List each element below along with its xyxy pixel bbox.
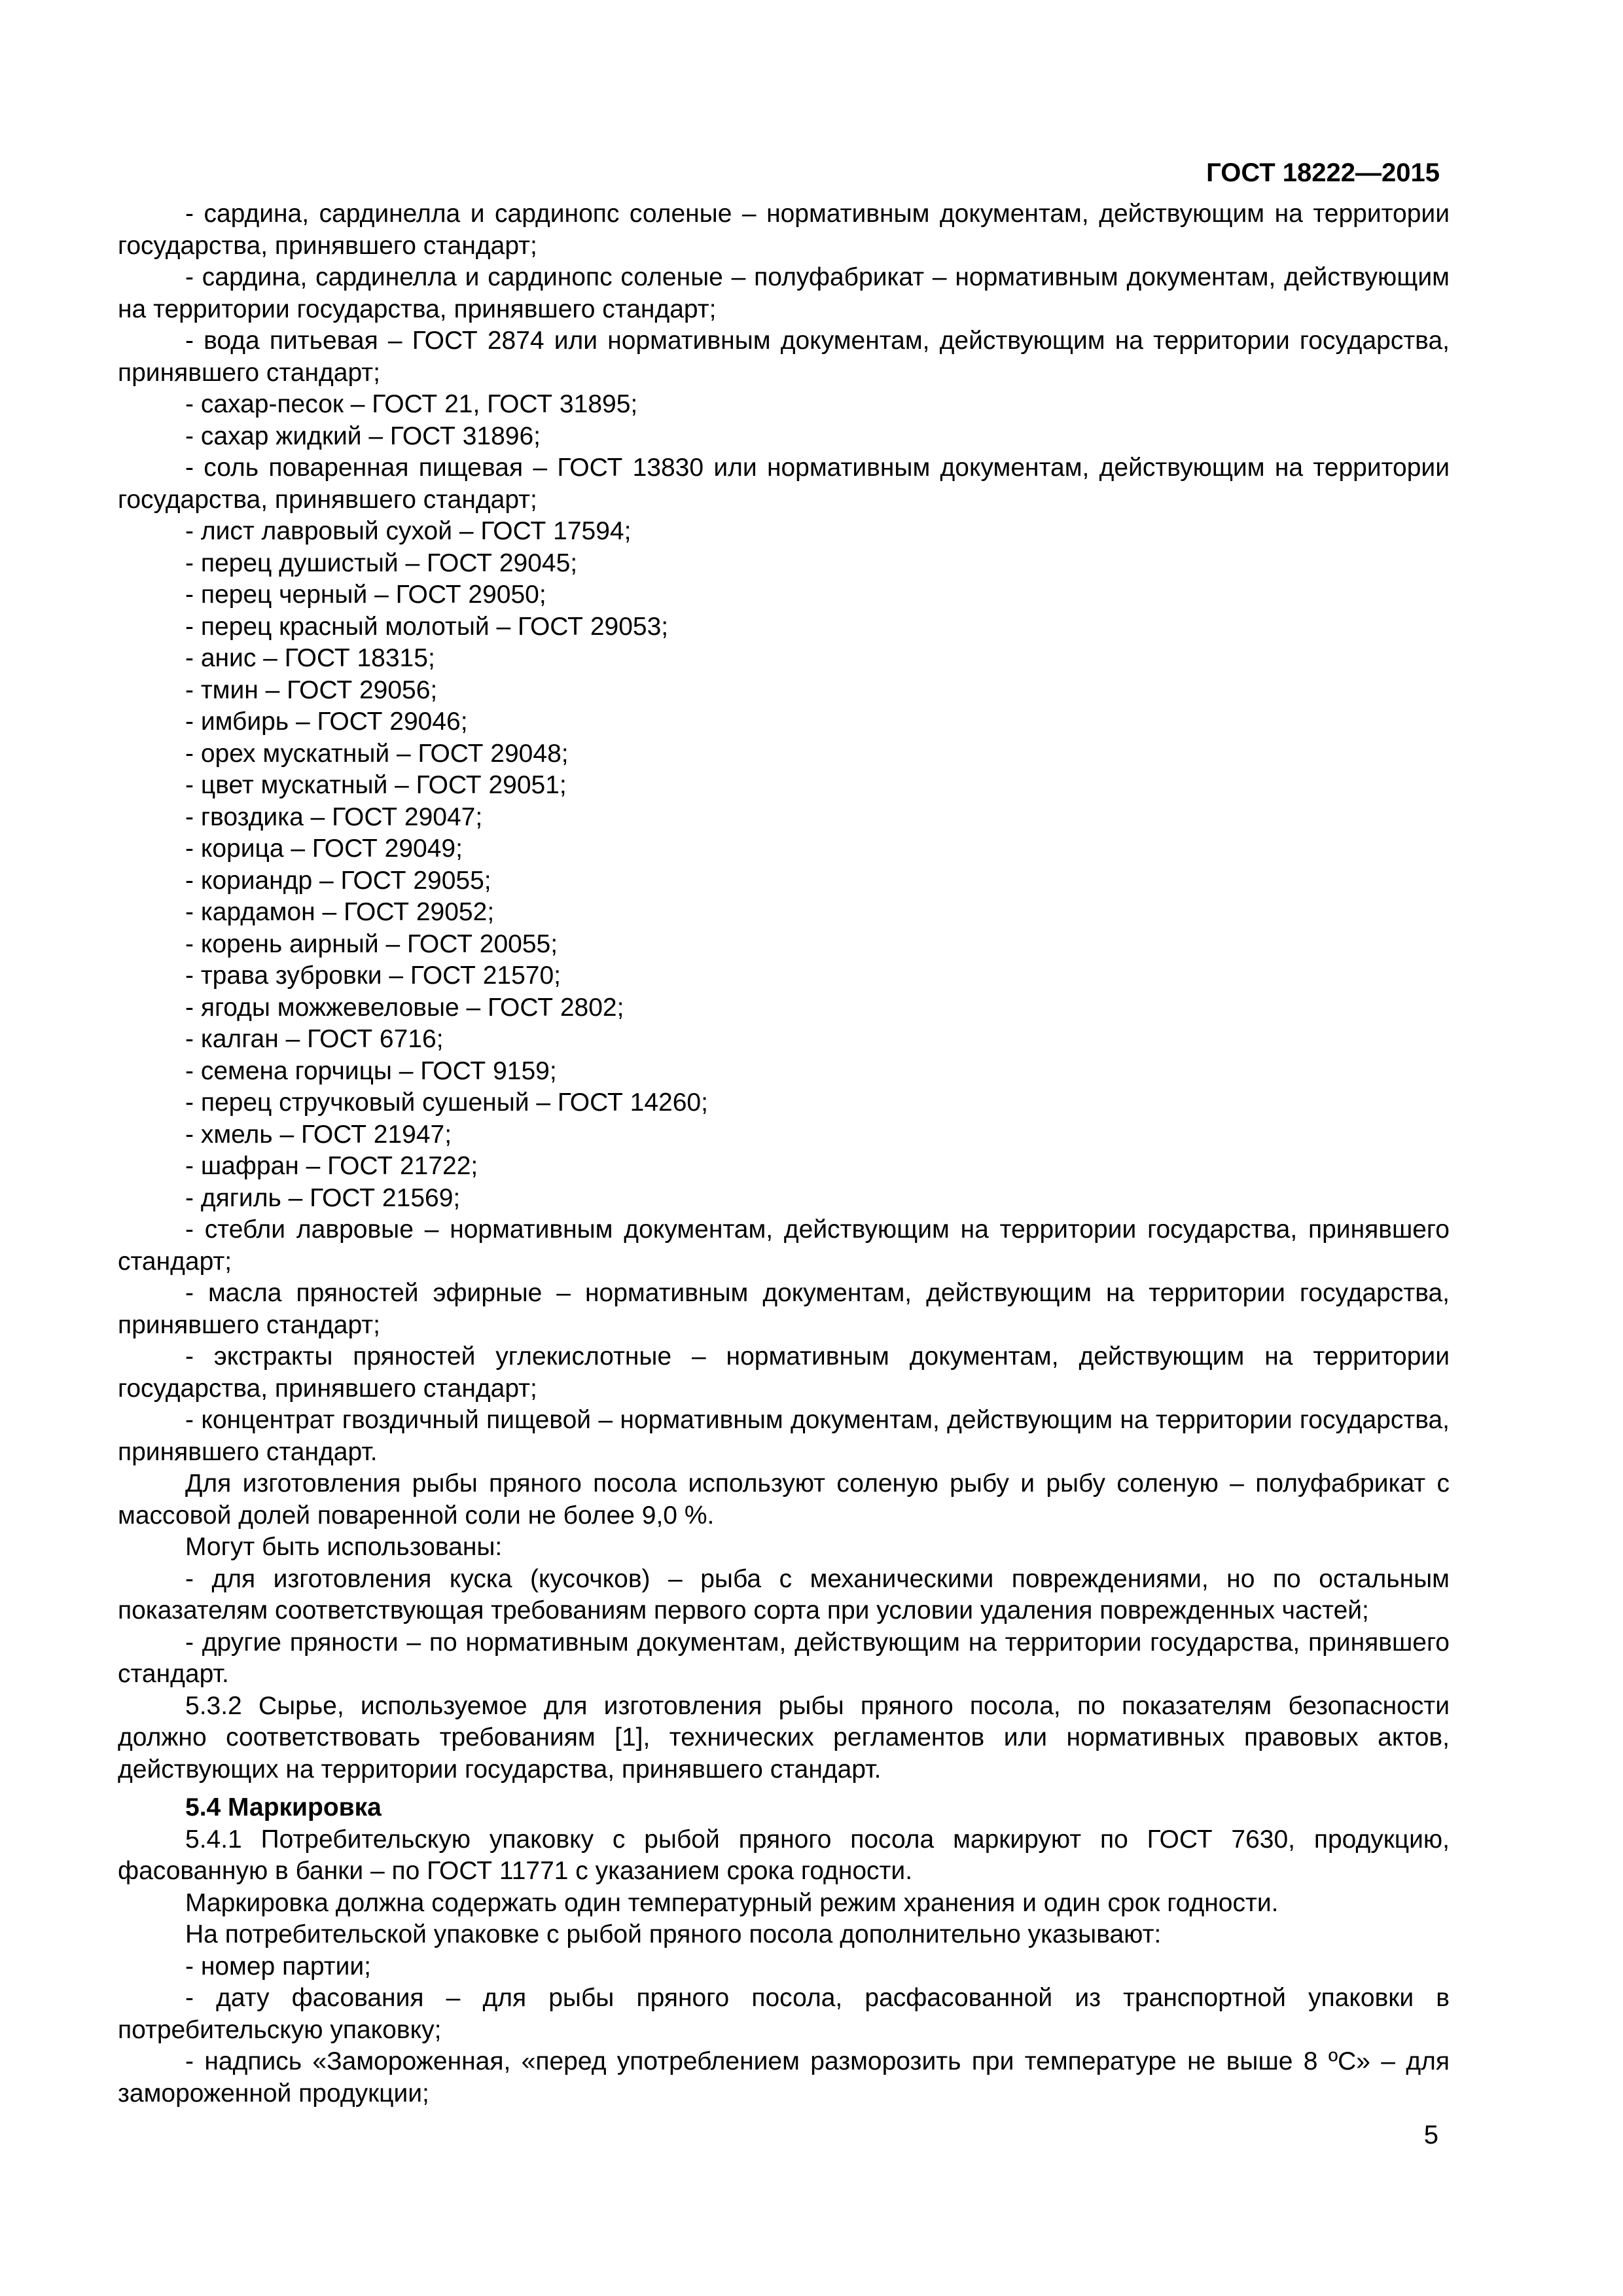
- body-paragraph: - хмель – ГОСТ 21947;: [185, 1120, 452, 1149]
- body-paragraph: Маркировка должна содержать один температурный режим хранения и один срок годности.: [185, 1888, 1279, 1917]
- body-paragraph: - перец черный – ГОСТ 29050;: [185, 581, 546, 609]
- paragraphs-after: [118, 1824, 1450, 2110]
- body-paragraph: - перец душистый – ГОСТ 29045;: [185, 548, 578, 577]
- body-paragraph: - соль поваренная пищевая – ГОСТ 13830 или нормативным документам, действующим на территории государства, принявшего стандарт;: [118, 454, 1450, 514]
- body-paragraph: - калган – ГОСТ 6716;: [185, 1025, 444, 1053]
- body-paragraph: - дягиль – ГОСТ 21569;: [185, 1183, 461, 1212]
- document-id: ГОСТ 18222—2015: [1206, 158, 1440, 187]
- body-paragraph: - имбирь – ГОСТ 29046;: [185, 708, 468, 736]
- body-paragraph: - трава зубровки – ГОСТ 21570;: [185, 961, 561, 990]
- body-paragraph: Для изготовления рыбы пряного посола используют соленую рыбу и рыбу соленую – полуфабрикат с массовой долей поваренной соли не более 9,0 %.: [118, 1469, 1450, 1530]
- page-number: 5: [1423, 2121, 1438, 2149]
- body-paragraph: - тмин – ГОСТ 29056;: [185, 675, 438, 704]
- body-paragraph: - номер партии;: [185, 1952, 371, 1981]
- body-paragraph: - орех мускатный – ГОСТ 29048;: [185, 739, 569, 768]
- body-paragraph: - сардина, сардинелла и сардинопс соленые – полуфабрикат – нормативным документам, действующим на территории государства, принявшего стандарт;: [118, 263, 1450, 323]
- body-paragraph: - кардамон – ГОСТ 29052;: [185, 898, 495, 926]
- body-paragraph: - лист лавровый сухой – ГОСТ 17594;: [185, 517, 632, 545]
- body-paragraph: - перец красный молотый – ГОСТ 29053;: [185, 612, 669, 641]
- section-heading: 5.4 Маркировка: [185, 1793, 382, 1821]
- body-paragraph: На потребительской упаковке с рыбой пряного посола дополнительно указывают:: [185, 1920, 1162, 1948]
- body-paragraph: - гвоздика – ГОСТ 29047;: [185, 802, 483, 831]
- body-paragraph: - масла пряностей эфирные – нормативным документам, действующим на территории государства, принявшего стандарт;: [118, 1279, 1450, 1339]
- body-paragraph: - стебли лавровые – нормативным документам, действующим на территории государства, принявшего стандарт;: [118, 1215, 1450, 1276]
- body-paragraph: - семена горчицы – ГОСТ 9159;: [185, 1056, 557, 1085]
- paragraphs-before: [118, 198, 1450, 1785]
- document-body: [118, 198, 1450, 2109]
- body-paragraph: 5.3.2 Сырье, используемое для изготовления рыбы пряного посола, по показателям безопасности должно соответствовать требованиям [1], технических регламентов или нормативных правовых актов, действующих на территории государства, принявшего стандарт.: [118, 1691, 1450, 1784]
- body-paragraph: - перец стручковый сушеный – ГОСТ 14260;: [185, 1088, 708, 1117]
- body-paragraph: - вода питьевая – ГОСТ 2874 или нормативным документам, действующим на территории государства, принявшего стандарт;: [118, 327, 1450, 387]
- body-paragraph: - сахар жидкий – ГОСТ 31896;: [185, 422, 541, 450]
- body-paragraph: - сахар-песок – ГОСТ 21, ГОСТ 31895;: [185, 390, 638, 418]
- body-paragraph: - корень аирный – ГОСТ 20055;: [185, 929, 558, 958]
- body-paragraph: - экстракты пряностей углекислотные – нормативным документам, действующим на территории государства, принявшего стандарт;: [118, 1342, 1450, 1403]
- body-paragraph: - надпись «Замороженная, «перед употреблением разморозить при температуре не выше 8 ºС» – для замороженной продукции;: [118, 2047, 1450, 2108]
- body-paragraph: 5.4.1 Потребительскую упаковку с рыбой пряного посола маркируют по ГОСТ 7630, продукцию, фасованную в банки – по ГОСТ 11771 с указанием срока годности.: [118, 1825, 1450, 1885]
- body-paragraph: - кориандр – ГОСТ 29055;: [185, 866, 491, 895]
- body-paragraph: - ягоды можжевеловые – ГОСТ 2802;: [185, 993, 624, 1022]
- body-paragraph: - сардина, сардинелла и сардинопс соленые – нормативным документам, действующим на территории государства, принявшего стандарт;: [118, 200, 1450, 260]
- body-paragraph: - анис – ГОСТ 18315;: [185, 644, 435, 672]
- body-paragraph: - концентрат гвоздичный пищевой – нормативным документам, действующим на территории государства, принявшего стандарт.: [118, 1406, 1450, 1466]
- body-paragraph: - шафран – ГОСТ 21722;: [185, 1152, 478, 1180]
- body-paragraph: - для изготовления куска (кусочков) – рыба с механическими повреждениями, но по остальным показателям соответствующая требованиям первого сорта при условии удаления поврежденных частей;: [118, 1564, 1450, 1624]
- body-paragraph: - корица – ГОСТ 29049;: [185, 834, 463, 863]
- body-paragraph: - другие пряности – по нормативным документам, действующим на территории государства, принявшего стандарт.: [118, 1628, 1450, 1688]
- body-paragraph: - дату фасования – для рыбы пряного посола, расфасованной из транспортной упаковки в потребительскую упаковку;: [118, 1984, 1450, 2044]
- body-paragraph: Могут быть использованы:: [185, 1533, 503, 1561]
- body-paragraph: - цвет мускатный – ГОСТ 29051;: [185, 771, 567, 799]
